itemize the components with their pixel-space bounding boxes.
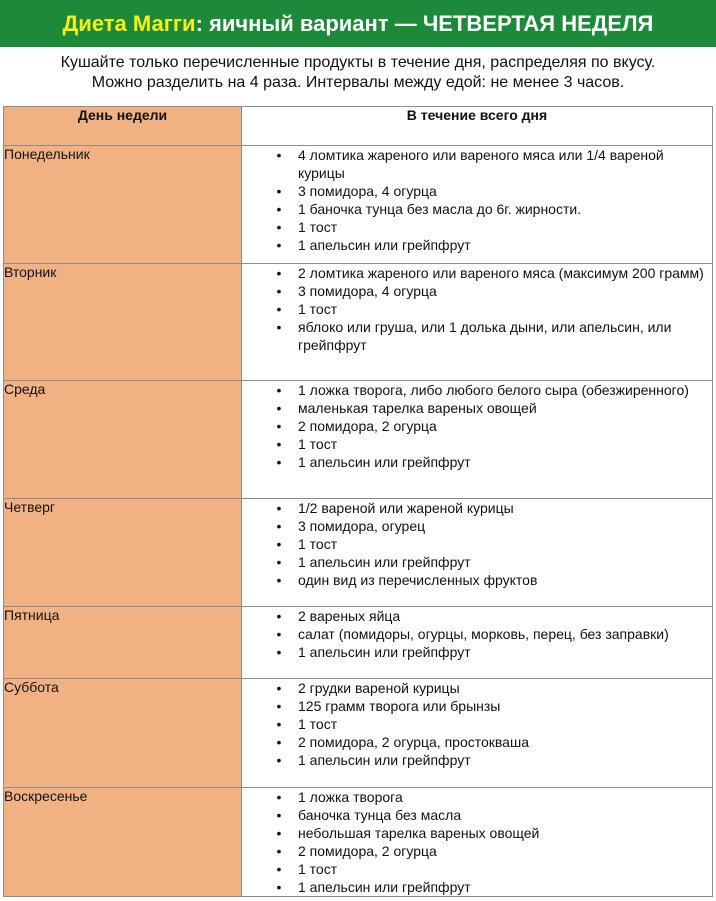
bullet-icon: • (276, 319, 282, 335)
list-item (242, 182, 712, 200)
list-item-text: 2 ломтика жареного или вареного мяса (максимум 200 грамм) (298, 265, 704, 281)
list-item (242, 453, 712, 471)
bullet-icon: • (276, 752, 282, 768)
food-list (242, 264, 712, 354)
title-accent: Диета Магги (62, 10, 196, 36)
table-header-row (4, 107, 713, 146)
list-item (242, 860, 712, 878)
bullet-icon: • (276, 382, 282, 398)
list-item-text: 4 ломтика жареного или вареного мяса или 1/4 вареной курицы (298, 147, 664, 181)
intro-line-2: Можно разделить на 4 раза. Интервалы между едой: не менее 3 часов. (91, 74, 625, 91)
list-item (242, 733, 712, 751)
bullet-icon: • (276, 265, 282, 281)
list-item (242, 300, 712, 318)
bullet-icon: • (276, 825, 282, 841)
list-item-text: салат (помидоры, огурцы, морковь, перец, без заправки) (298, 626, 669, 642)
bullet-icon: • (276, 219, 282, 235)
list-item-text: 1 апельсин или грейпфрут (298, 644, 471, 660)
bullet-icon: • (276, 183, 282, 199)
list-item-text: 2 помидора, 2 огурца, простокваша (298, 734, 529, 750)
column-header-day: День недели (4, 107, 242, 146)
list-item-text: 1 апельсин или грейпфрут (298, 237, 471, 253)
bullet-icon: • (276, 454, 282, 470)
list-item-text: 2 помидора, 2 огурца (298, 418, 437, 434)
list-item (242, 381, 712, 399)
intro-text (0, 53, 716, 93)
list-item-text: 1 баночка тунца без масла до 6г. жирности. (298, 201, 582, 217)
list-item (242, 571, 712, 589)
day-cell: Воскресенье (4, 788, 242, 897)
food-list (242, 607, 712, 661)
list-item (242, 715, 712, 733)
list-item-text: 1 ложка творога (298, 789, 403, 805)
food-list (242, 679, 712, 769)
list-item-text: 2 грудки вареной курицы (298, 680, 460, 696)
list-item (242, 553, 712, 571)
list-item (242, 842, 712, 860)
list-item (242, 824, 712, 842)
day-cell: Вторник (4, 264, 242, 381)
food-cell (242, 788, 713, 897)
day-cell: Понедельник (4, 146, 242, 264)
list-item-text: баночка тунца без масла (298, 807, 462, 823)
list-item (242, 625, 712, 643)
list-item-text: 3 помидора, 4 огурца (298, 283, 437, 299)
list-item-text: 1 тост (298, 301, 338, 317)
table-body (4, 146, 713, 897)
food-list (242, 499, 712, 589)
bullet-icon: • (276, 237, 282, 253)
list-item (242, 417, 712, 435)
list-item (242, 697, 712, 715)
day-cell: Пятница (4, 607, 242, 679)
bullet-icon: • (276, 626, 282, 642)
bullet-icon: • (276, 518, 282, 534)
bullet-icon: • (276, 843, 282, 859)
bullet-icon: • (276, 500, 282, 516)
bullet-icon: • (276, 418, 282, 434)
list-item (242, 878, 712, 896)
list-item (242, 218, 712, 236)
list-item (242, 200, 712, 218)
list-item (242, 517, 712, 535)
list-item-text: 1 тост (298, 861, 338, 877)
list-item (242, 751, 712, 769)
list-item (242, 643, 712, 661)
diet-table (3, 106, 713, 897)
bullet-icon: • (276, 680, 282, 696)
food-cell (242, 499, 713, 607)
bullet-icon: • (276, 283, 282, 299)
food-list (242, 381, 712, 471)
table-row (4, 788, 713, 897)
list-item (242, 146, 712, 182)
list-item-text: 3 помидора, 4 огурца (298, 183, 437, 199)
food-cell (242, 146, 713, 264)
bullet-icon: • (276, 554, 282, 570)
list-item-text: 2 помидора, 2 огурца (298, 843, 437, 859)
table-row (4, 381, 713, 499)
day-cell: Среда (4, 381, 242, 499)
list-item-text: 1 тост (298, 536, 338, 552)
list-item (242, 788, 712, 806)
list-item (242, 435, 712, 453)
list-item-text: 3 помидора, огурец (298, 518, 426, 534)
list-item-text: 1 ложка творога, либо любого белого сыра (обезжиренного) (298, 382, 689, 398)
bullet-icon: • (276, 879, 282, 895)
list-item-text: один вид из перечисленных фруктов (298, 572, 538, 588)
page-title (0, 0, 716, 47)
table-row (4, 607, 713, 679)
bullet-icon: • (276, 861, 282, 877)
food-cell (242, 679, 713, 788)
list-item (242, 399, 712, 417)
list-item (242, 282, 712, 300)
food-list (242, 146, 712, 254)
intro-line-1: Кушайте только перечисленные продукты в течение дня, распределяя по вкусу. (60, 54, 656, 71)
food-list (242, 788, 712, 896)
title-rest: : яичный вариант — ЧЕТВЕРТАЯ НЕДЕЛЯ (195, 10, 654, 36)
bullet-icon: • (276, 400, 282, 416)
list-item-text: 1 апельсин или грейпфрут (298, 454, 471, 470)
list-item (242, 679, 712, 697)
list-item-text: 2 вареных яйца (298, 608, 401, 624)
bullet-icon: • (276, 644, 282, 660)
bullet-icon: • (276, 734, 282, 750)
bullet-icon: • (276, 436, 282, 452)
bullet-icon: • (276, 147, 282, 163)
bullet-icon: • (276, 608, 282, 624)
bullet-icon: • (276, 716, 282, 732)
list-item (242, 535, 712, 553)
list-item (242, 499, 712, 517)
food-cell (242, 264, 713, 381)
bullet-icon: • (276, 807, 282, 823)
table-row (4, 264, 713, 381)
bullet-icon: • (276, 572, 282, 588)
table-row (4, 499, 713, 607)
day-cell: Четверг (4, 499, 242, 607)
bullet-icon: • (276, 698, 282, 714)
bullet-icon: • (276, 201, 282, 217)
list-item-text: 1 тост (298, 436, 338, 452)
list-item (242, 236, 712, 254)
list-item-text: 1 апельсин или грейпфрут (298, 879, 471, 895)
day-cell: Суббота (4, 679, 242, 788)
list-item-text: 1 апельсин или грейпфрут (298, 752, 471, 768)
table-row (4, 146, 713, 264)
food-cell (242, 607, 713, 679)
list-item-text: 1 тост (298, 716, 338, 732)
list-item-text: 1 апельсин или грейпфрут (298, 554, 471, 570)
list-item-text: яблоко или груша, или 1 долька дыни, или апельсин, или грейпфрут (298, 319, 672, 353)
bullet-icon: • (276, 789, 282, 805)
list-item-text: 1 тост (298, 219, 338, 235)
list-item (242, 607, 712, 625)
bullet-icon: • (276, 301, 282, 317)
list-item (242, 264, 712, 282)
list-item-text: 1/2 вареной или жареной курицы (298, 500, 514, 516)
table-row (4, 679, 713, 788)
food-cell (242, 381, 713, 499)
list-item-text: небольшая тарелка вареных овощей (298, 825, 540, 841)
list-item-text: маленькая тарелка вареных овощей (298, 400, 537, 416)
bullet-icon: • (276, 536, 282, 552)
column-header-food: В течение всего дня (242, 107, 713, 146)
list-item (242, 318, 712, 354)
list-item-text: 125 грамм творога или брынзы (298, 698, 501, 714)
list-item (242, 806, 712, 824)
